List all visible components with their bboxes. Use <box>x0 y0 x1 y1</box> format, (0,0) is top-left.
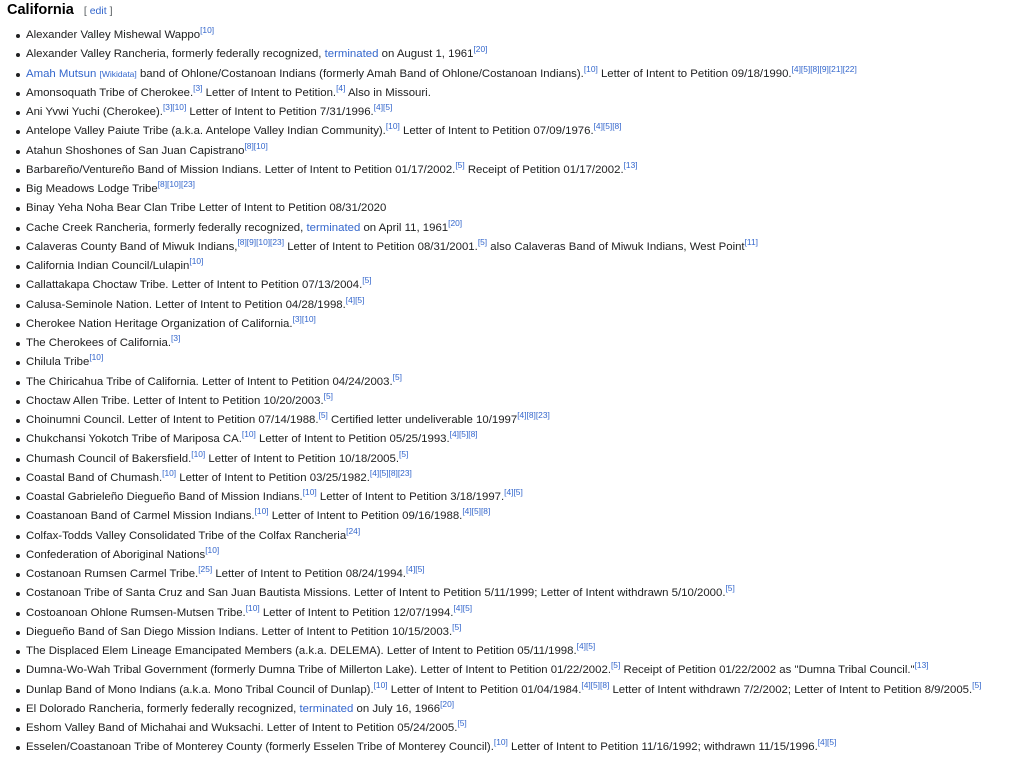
entry-text: Choctaw Allen Tribe. Letter of Intent to Petition 10/20/2003. <box>26 394 324 407</box>
bullet-icon <box>16 419 20 423</box>
reference-link[interactable]: [5] <box>725 583 735 594</box>
list-item <box>16 411 1024 430</box>
reference-link[interactable]: [3] <box>193 82 203 93</box>
bullet-icon <box>16 361 20 365</box>
entry-text: Calaveras County Band of Miwuk Indians, <box>26 240 238 253</box>
list-item <box>16 161 1024 180</box>
entry-text: Letter of Intent to Petition 11/16/1992; withdrawn 11/15/1996. <box>507 741 818 754</box>
entry-text: on July 16, 1966 <box>353 702 441 715</box>
list-item <box>16 353 1024 372</box>
list-item <box>16 719 1024 738</box>
list-item <box>16 392 1024 411</box>
list-item <box>16 642 1024 661</box>
list-item <box>16 65 1024 84</box>
bullet-icon <box>16 573 20 577</box>
bullet-icon <box>16 73 20 77</box>
reference-link[interactable]: [4][5][8] <box>462 506 491 517</box>
entry-text: Callattakapa Choctaw Tribe. Letter of Intent to Petition 07/13/2004. <box>26 279 363 292</box>
entry-text: Letter of Intent to Petition 09/16/1988. <box>268 510 463 523</box>
bullet-icon <box>16 246 20 250</box>
reference-link[interactable]: [10] <box>200 25 215 36</box>
list-item <box>16 219 1024 238</box>
reference-link[interactable]: [13] <box>623 159 638 170</box>
entry-text: Choinumni Council. Letter of Intent to Petition 07/14/1988. <box>26 414 319 426</box>
bullet-icon <box>16 746 20 750</box>
bullet-icon <box>16 34 20 38</box>
list-item <box>16 45 1024 64</box>
bullet-icon <box>16 227 20 231</box>
entry-text: Diegueño Band of San Diego Mission Indians. Letter of Intent to Petition 10/15/2003. <box>26 625 453 638</box>
bullet-icon <box>16 477 20 481</box>
reference-link[interactable]: [4][5] <box>504 487 523 498</box>
reference-link[interactable]: [5] <box>610 660 621 671</box>
bullet-icon <box>16 265 20 269</box>
entry-text: Dunlap Band of Mono Indians (a.k.a. Mono Tribal Council of Dunlap). <box>26 683 374 696</box>
entry-text: Confederation of Aboriginal Nations <box>26 548 206 561</box>
entry-text: on August 1, 1961 <box>378 48 474 61</box>
entry-text: Letter of Intent to Petition 08/31/2001. <box>284 240 478 253</box>
bullet-icon <box>16 304 20 308</box>
reference-link[interactable]: [25] <box>198 564 213 575</box>
reference-link[interactable]: [10] <box>241 429 256 440</box>
entry-text: band of Ohlone/Costanoan Indians (formerly Amah Band of Ohlone/Costanoan Indians). <box>136 67 584 80</box>
entry-text: Letter of Intent to Petition 10/18/2005. <box>205 452 400 465</box>
entry-text: Letter of Intent to Petition 07/09/1976. <box>399 125 594 138</box>
list-item <box>16 469 1024 488</box>
reference-link[interactable]: [3][10] <box>162 102 187 113</box>
list-item <box>16 623 1024 642</box>
bullet-icon <box>16 650 20 654</box>
entry-link[interactable]: terminated <box>299 702 354 715</box>
bullet-icon <box>16 727 20 731</box>
entry-text: Chukchansi Yokotch Tribe of Mariposa CA. <box>26 433 242 446</box>
bullet-icon <box>16 669 20 673</box>
entry-text: Cache Creek Rancheria, formerly federally recognized, <box>26 221 307 234</box>
list-item <box>16 334 1024 353</box>
entry-text: Letter of Intent to Petition 01/04/1984. <box>387 683 582 696</box>
list-item <box>16 103 1024 122</box>
reference-link[interactable]: [10] <box>89 352 104 363</box>
entry-text: Amonsoquath Tribe of Cherokee. <box>26 86 194 99</box>
list-item <box>16 257 1024 276</box>
entry-text: Letter of Intent to Petition 12/07/1994. <box>259 606 454 619</box>
list-item <box>16 142 1024 161</box>
entry-text: Letter of Intent to Petition 7/31/1996. <box>186 106 374 118</box>
list-item <box>16 450 1024 469</box>
list-item <box>16 681 1024 700</box>
edit-bracket-close: ] <box>109 5 113 17</box>
reference-link[interactable]: [4][5] <box>817 737 837 748</box>
list-item <box>16 122 1024 141</box>
entry-text: Ani Yvwi Yuchi (Cherokee). <box>26 106 163 118</box>
reference-link[interactable]: [10] <box>162 467 177 478</box>
entry-text: Calusa-Seminole Nation. Letter of Intent to Petition 04/28/1998. <box>26 298 346 311</box>
entry-text: on April 11, 1961 <box>360 221 449 234</box>
bullet-icon <box>16 92 20 96</box>
entry-text: Letter of Intent to Petition 05/25/1993. <box>255 433 450 446</box>
entry-text: Antelope Valley Paiute Tribe (a.k.a. Antelope Valley Indian Community). <box>26 125 386 138</box>
edit-bracket-open: [ <box>83 5 87 17</box>
entry-text: Letter of Intent to Petition 09/18/1990. <box>597 67 792 80</box>
reference-link[interactable]: [8][10][23] <box>157 179 195 190</box>
bullet-icon <box>16 708 20 712</box>
list-item <box>16 661 1024 680</box>
list-item <box>16 180 1024 199</box>
entry-text: Letter of Intent to Petition 08/24/1994. <box>212 568 406 580</box>
list-item <box>16 565 1024 584</box>
section-heading-row <box>7 2 1024 22</box>
entry-text: Letter of Intent to Petition. <box>202 86 337 99</box>
reference-link[interactable]: [4][5][8] <box>593 121 622 132</box>
entry-text: Dumna-Wo-Wah Tribal Government (formerly Dumna Tribe of Millerton Lake). Letter of Intent to Petition 01/22/2002. <box>26 664 611 677</box>
entry-text: Certified letter undeliverable 10/1997 <box>327 414 518 426</box>
entry-text: Letter of Intent to Petition 03/25/1982. <box>176 471 370 484</box>
entry-link[interactable]: Amah Mutsun <box>26 67 97 80</box>
entry-text: Chilula Tribe <box>26 356 90 369</box>
entry-text: Atahun Shoshones of San Juan Capistrano <box>26 144 245 157</box>
list-item <box>16 296 1024 315</box>
reference-link[interactable]: [10] <box>302 487 317 498</box>
reference-link[interactable]: [4][8][23] <box>517 410 550 421</box>
entry-text: Esselen/Coastanoan Tribe of Monterey County (formerly Esselen Tribe of Monterey Council). <box>26 741 494 754</box>
reference-link[interactable]: [10] <box>191 448 206 459</box>
list-item <box>16 507 1024 526</box>
bullet-icon <box>16 284 20 288</box>
bullet-icon <box>16 207 20 211</box>
reference-link[interactable]: [4][5][8][23] <box>369 467 412 478</box>
list-item <box>16 604 1024 623</box>
reference-link[interactable]: [10] <box>583 63 598 74</box>
entry-text: Receipt of Petition 01/22/2002 as "Dumna Tribal Council." <box>620 664 915 677</box>
entry-text: Receipt of Petition 01/17/2002. <box>464 163 624 176</box>
bullet-icon <box>16 612 20 616</box>
list-item <box>16 700 1024 719</box>
entry-text: Alexander Valley Rancheria, formerly federally recognized, <box>26 48 325 61</box>
reference-link[interactable]: [10] <box>205 544 220 555</box>
section-title: California <box>7 2 74 18</box>
list-item <box>16 546 1024 565</box>
reference-link[interactable]: [4][5][8] <box>581 679 610 690</box>
bullet-icon <box>16 53 20 57</box>
list-item <box>16 84 1024 103</box>
list-item <box>16 430 1024 449</box>
bullet-icon <box>16 381 20 385</box>
reference-link[interactable]: [10] <box>373 679 388 690</box>
bullet-icon <box>16 689 20 693</box>
reference-link[interactable]: [5] <box>455 159 465 170</box>
entry-text: Binay Yeha Noha Bear Clan Tribe Letter of Intent to Petition 08/31/2020 <box>26 202 387 215</box>
tribe-list <box>7 26 1024 758</box>
reference-link[interactable]: [20] <box>473 44 488 55</box>
entry-link[interactable]: terminated <box>324 48 379 61</box>
list-item <box>16 373 1024 392</box>
entry-text: Costanoan Tribe of Santa Cruz and San Juan Bautista Missions. Letter of Intent to Petition 5/11/1999; Letter of Intent withdrawn 5/10/2000. <box>26 587 726 600</box>
list-item <box>16 238 1024 257</box>
reference-link[interactable]: [8][10] <box>244 140 268 151</box>
edit-section <box>84 5 113 17</box>
entry-text: Big Meadows Lodge Tribe <box>26 183 158 195</box>
entry-text: The Cherokees of California. <box>26 337 171 349</box>
entry-text: Coastal Band of Chumash. <box>26 471 163 484</box>
bullet-icon <box>16 592 20 596</box>
reference-link[interactable]: [5] <box>399 448 409 459</box>
reference-link[interactable]: [3][10] <box>292 313 316 324</box>
reference-link[interactable]: [24] <box>346 525 361 536</box>
reference-link[interactable]: [4] <box>336 82 346 93</box>
bullet-icon <box>16 130 20 134</box>
reference-link[interactable]: [4][5] <box>453 602 473 613</box>
list-item <box>16 584 1024 603</box>
bullet-icon <box>16 438 20 442</box>
reference-link[interactable]: [5] <box>457 718 467 729</box>
entry-text: El Dolorado Rancheria, formerly federally recognized, <box>26 702 300 715</box>
reference-link[interactable]: [10] <box>189 256 204 267</box>
entry-text: Coastanoan Band of Carmel Mission Indians. <box>26 510 255 523</box>
reference-link[interactable]: [8][9][10][23] <box>237 236 285 247</box>
reference-link[interactable]: [11] <box>744 236 758 247</box>
list-item <box>16 738 1024 757</box>
entry-text: Cherokee Nation Heritage Organization of California. <box>26 317 293 330</box>
bullet-icon <box>16 111 20 115</box>
bullet-icon <box>16 169 20 173</box>
entry-text: Coastal Gabrieleño Diegueño Band of Mission Indians. <box>26 491 303 503</box>
reference-link[interactable]: [5] <box>362 275 372 286</box>
bullet-icon <box>16 323 20 327</box>
entry-link[interactable]: terminated <box>306 221 361 234</box>
reference-link[interactable]: [10] <box>493 737 508 748</box>
list-item <box>16 26 1024 45</box>
bullet-icon <box>16 458 20 462</box>
reference-link[interactable]: [5] <box>323 390 333 401</box>
bullet-icon <box>16 496 20 500</box>
entry-text: Costanoan Rumsen Carmel Tribe. <box>26 568 199 580</box>
bullet-icon <box>16 188 20 192</box>
entry-text: The Displaced Elem Lineage Emancipated Members (a.k.a. DELEMA). Letter of Intent to Petition 05/11/1998. <box>26 645 577 657</box>
bullet-icon <box>16 400 20 404</box>
entry-text: Letter of Intent withdrawn 7/2/2002; Letter of Intent to Petition 8/9/2005. <box>609 683 973 696</box>
reference-link[interactable]: [4][5] <box>405 564 425 575</box>
reference-link[interactable]: [5] <box>318 410 328 421</box>
list-item <box>16 527 1024 546</box>
entry-text: Costoanoan Ohlone Rumsen-Mutsen Tribe. <box>26 606 246 619</box>
bullet-icon <box>16 535 20 539</box>
reference-link[interactable]: [13] <box>914 660 929 671</box>
entry-text: Also in Missouri. <box>345 86 431 99</box>
reference-link[interactable]: [4][5] <box>576 641 596 652</box>
entry-text: Letter of Intent to Petition 3/18/1997. <box>316 491 505 503</box>
reference-link[interactable]: [5] <box>477 236 488 247</box>
list-item <box>16 276 1024 295</box>
list-item <box>16 488 1024 507</box>
edit-link[interactable]: edit <box>89 5 107 17</box>
bullet-icon <box>16 342 20 346</box>
bullet-icon <box>16 150 20 154</box>
entry-text: Chumash Council of Bakersfield. <box>26 452 192 465</box>
list-item <box>16 199 1024 218</box>
entry-text: California Indian Council/Lulapin <box>26 260 190 272</box>
bullet-icon <box>16 554 20 558</box>
bullet-icon <box>16 631 20 635</box>
reference-link[interactable]: [20] <box>448 217 463 228</box>
reference-link[interactable]: [4][5][8][9][21][22] <box>791 63 857 74</box>
reference-link[interactable]: [3] <box>171 333 181 344</box>
entry-text: The Chiricahua Tribe of California. Letter of Intent to Petition 04/24/2003. <box>26 375 393 388</box>
reference-link[interactable]: [5] <box>452 621 462 632</box>
entry-text: also Calaveras Band of Miwuk Indians, West Point <box>487 240 745 253</box>
wikidata-link[interactable]: [Wikidata] <box>99 68 137 79</box>
bullet-icon <box>16 515 20 519</box>
entry-text: Eshom Valley Band of Michahai and Wuksachi. Letter of Intent to Petition 05/24/2005. <box>26 722 458 734</box>
reference-link[interactable]: [4][5] <box>373 102 393 113</box>
entry-text: Colfax-Todds Valley Consolidated Tribe of the Colfax Rancheria <box>26 529 347 542</box>
reference-link[interactable]: [5] <box>392 371 402 382</box>
reference-link[interactable]: [20] <box>440 698 455 709</box>
reference-link[interactable]: [4][5] <box>345 294 365 305</box>
reference-link[interactable]: [10] <box>385 121 400 132</box>
reference-link[interactable]: [5] <box>972 679 982 690</box>
reference-link[interactable]: [10] <box>254 506 269 517</box>
reference-link[interactable]: [4][5][8] <box>449 429 478 440</box>
entry-text: Alexander Valley Mishewal Wappo <box>26 29 201 41</box>
reference-link[interactable]: [10] <box>245 602 260 613</box>
list-item <box>16 315 1024 334</box>
entry-text: Barbareño/Ventureño Band of Mission Indians. Letter of Intent to Petition 01/17/2002. <box>26 163 456 176</box>
